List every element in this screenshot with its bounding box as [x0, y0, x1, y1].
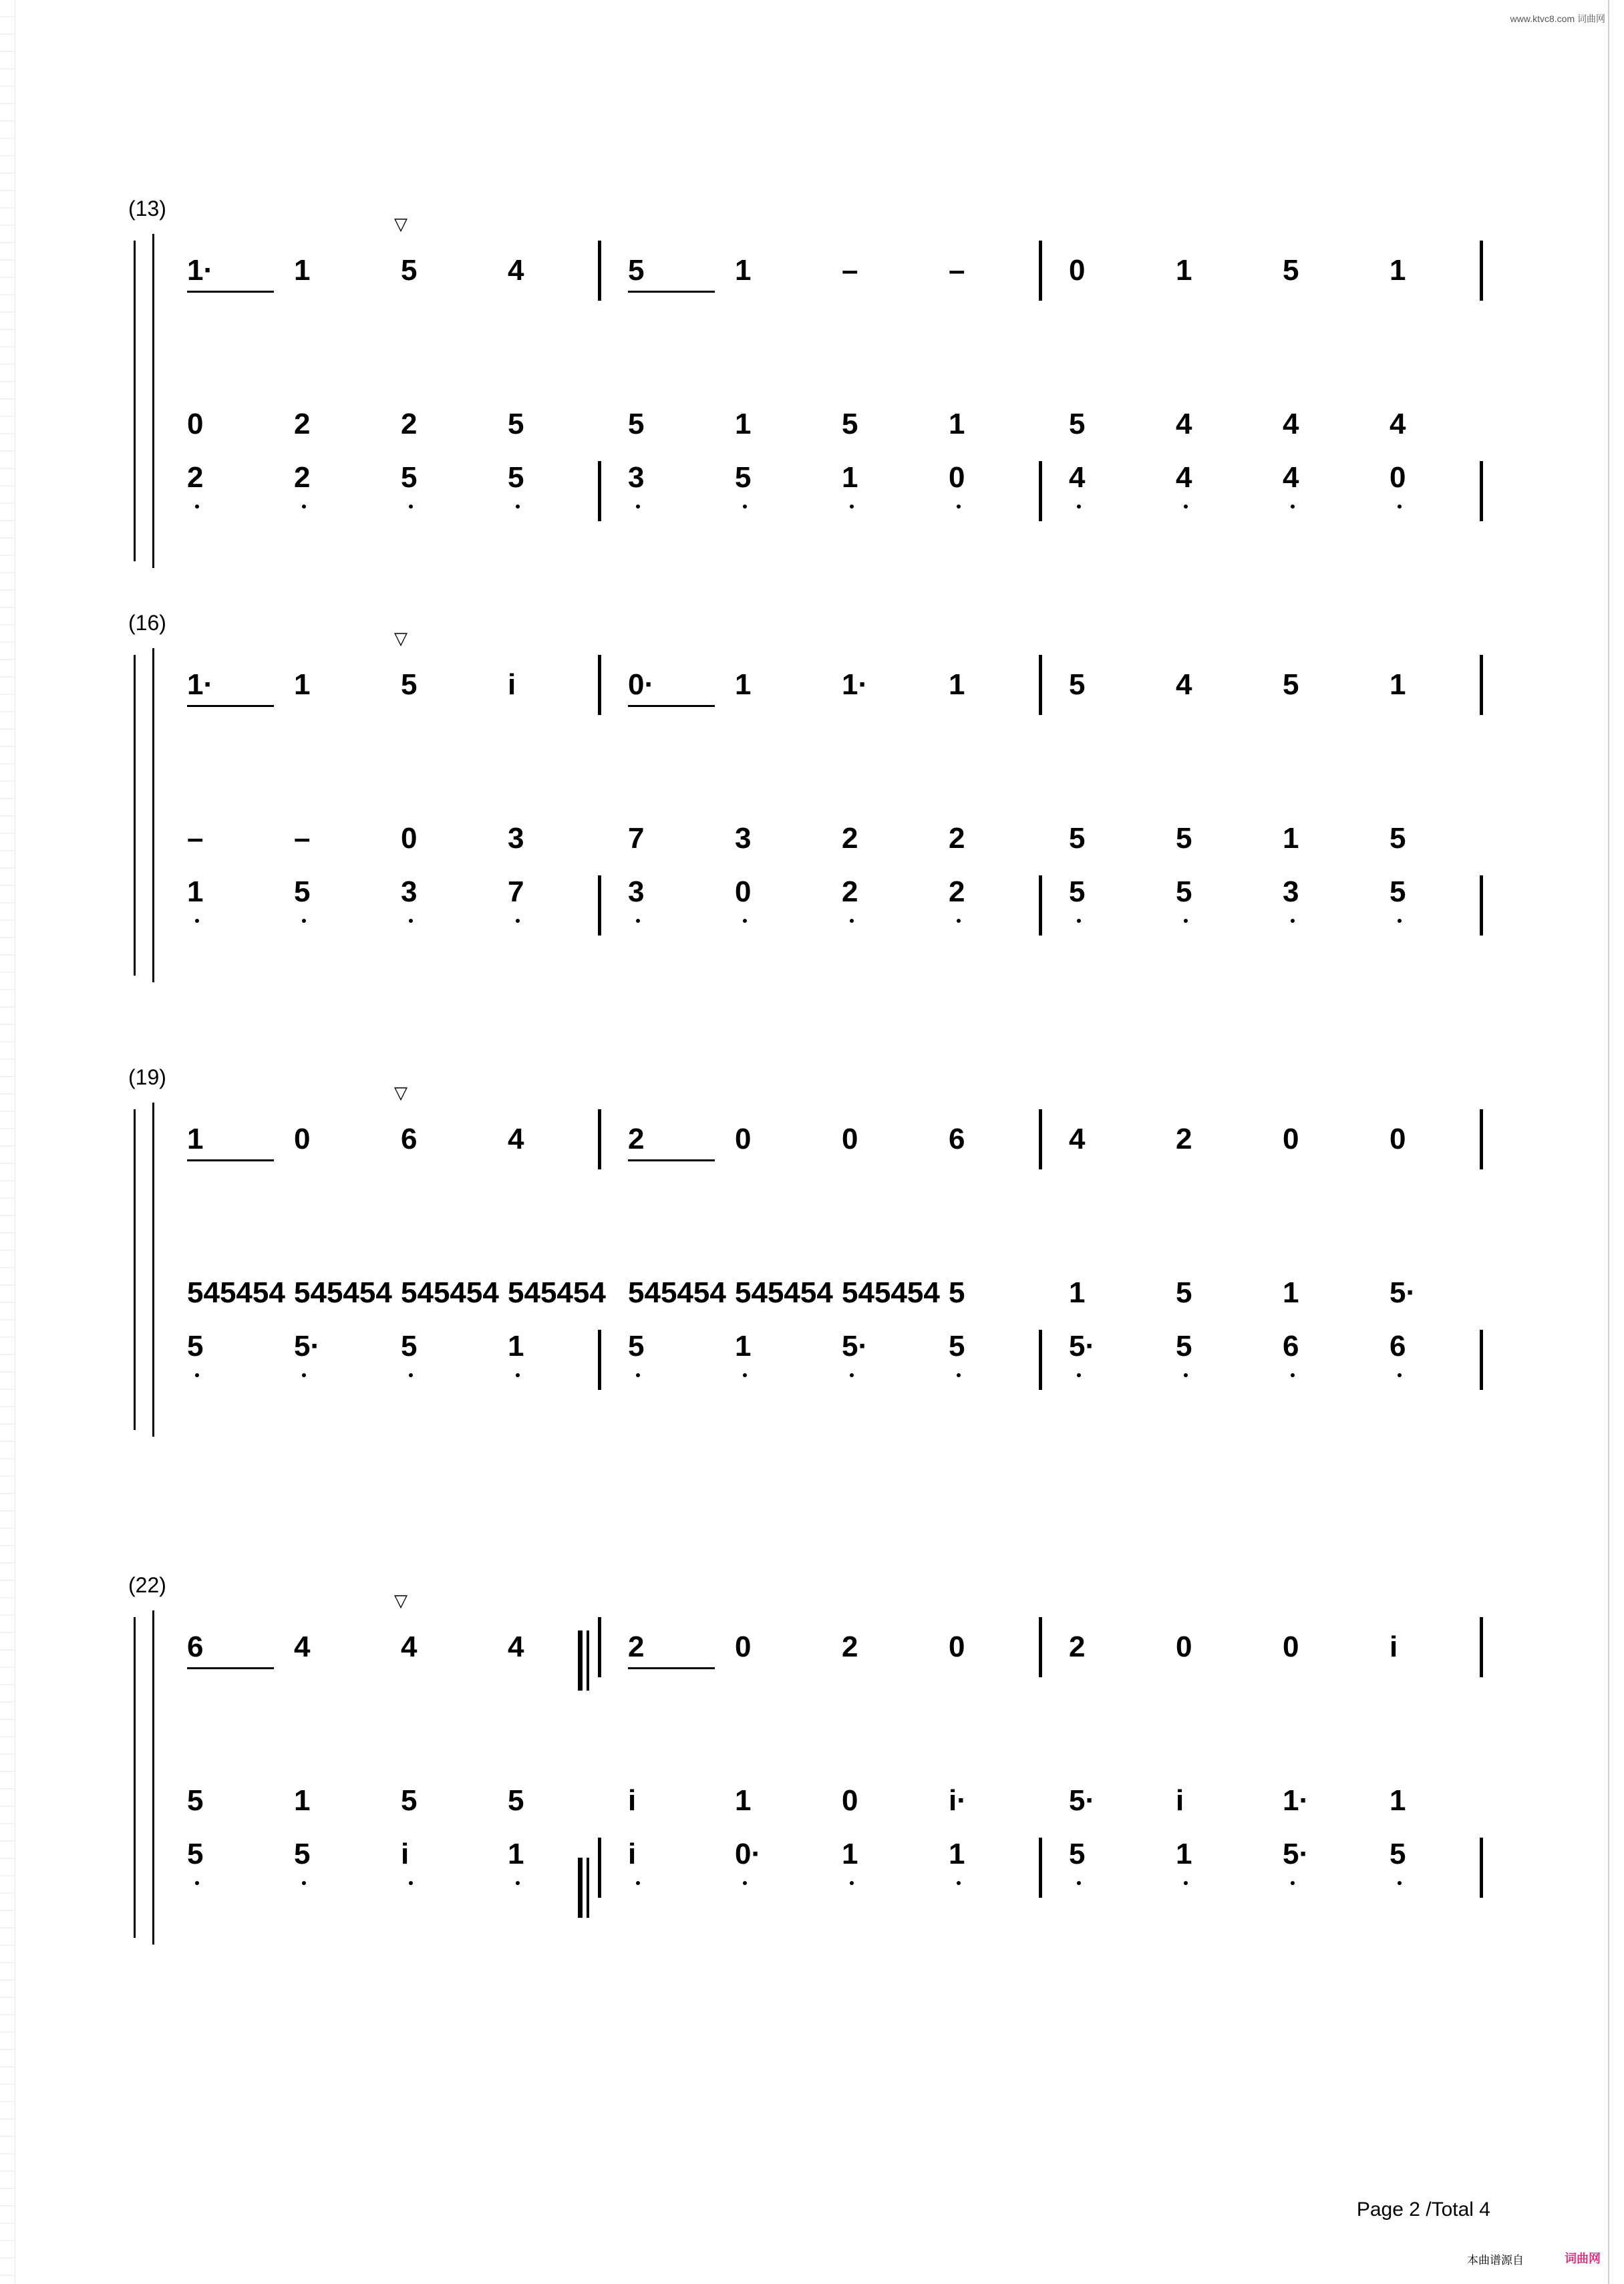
note: 4 — [1283, 408, 1299, 440]
note: 1 — [735, 1784, 752, 1817]
site-watermark: www.ktvc8.com 词曲网 — [1510, 13, 1605, 24]
note: – — [294, 822, 311, 855]
octave-dot — [1184, 1373, 1188, 1377]
octave-dot — [1398, 505, 1402, 509]
note: 4 — [401, 1630, 418, 1663]
measure-number: (16) — [128, 611, 166, 635]
octave-dot — [743, 1373, 747, 1377]
bar-line — [598, 1617, 601, 1677]
octave-dot — [409, 1373, 413, 1377]
note: 5· — [1283, 1838, 1309, 1870]
note: 5 — [508, 1784, 524, 1817]
octave-dot — [195, 1881, 199, 1885]
note: 5 — [1069, 822, 1086, 855]
note: 7 — [628, 822, 645, 855]
octave-dot — [516, 1373, 520, 1377]
octave-dot — [1184, 919, 1188, 923]
bar-line — [1480, 461, 1483, 521]
note: 5 — [1069, 875, 1086, 908]
octave-dot — [195, 1373, 199, 1377]
note: 5 — [401, 668, 418, 701]
note: 1 — [294, 1784, 311, 1817]
note: 0 — [1390, 1123, 1406, 1155]
note: 1 — [1176, 1838, 1192, 1870]
note: 5 — [401, 1330, 418, 1363]
octave-dot — [743, 919, 747, 923]
octave-dot — [1291, 505, 1295, 509]
note: 545454 — [628, 1276, 726, 1309]
note: 545454 — [508, 1276, 606, 1309]
bar-line — [1480, 241, 1483, 301]
note: 1 — [949, 1838, 965, 1870]
note: 1· — [187, 254, 214, 287]
note: 1 — [735, 408, 752, 440]
note: 1 — [1283, 822, 1299, 855]
note: i — [628, 1838, 637, 1870]
bar-line — [598, 875, 601, 936]
note: 5 — [508, 408, 524, 440]
source-note: 本曲谱源自 — [1467, 2254, 1524, 2267]
bar-line — [598, 1838, 601, 1898]
measure-number: (19) — [128, 1065, 166, 1089]
note: 5 — [1176, 1276, 1192, 1309]
bar-line — [598, 241, 601, 301]
octave-dot — [957, 1881, 961, 1885]
octave-dot — [1398, 1881, 1402, 1885]
note: 1 — [294, 668, 311, 701]
beam — [628, 291, 715, 293]
note: – — [949, 254, 965, 287]
accent-marker: ▽ — [394, 214, 408, 234]
note: 0 — [187, 408, 204, 440]
note: 1 — [735, 1330, 752, 1363]
octave-dot — [636, 1881, 640, 1885]
octave-dot — [1291, 1373, 1295, 1377]
note: i — [628, 1784, 637, 1817]
beam — [187, 291, 274, 293]
note: 3 — [401, 875, 418, 908]
note: 5 — [294, 875, 311, 908]
beam — [187, 1159, 274, 1161]
note: 5 — [401, 461, 418, 494]
octave-dot — [957, 505, 961, 509]
note: 0 — [842, 1784, 858, 1817]
note: 5· — [1069, 1784, 1096, 1817]
brace — [134, 655, 136, 976]
note: 5 — [1283, 254, 1299, 287]
accent-marker: ▽ — [394, 1590, 408, 1610]
beam — [187, 705, 274, 707]
note: 545454 — [187, 1276, 285, 1309]
note: 4 — [1176, 408, 1192, 440]
note: 5 — [1069, 1838, 1086, 1870]
bar-line — [1039, 1838, 1042, 1898]
note: 2 — [628, 1123, 645, 1155]
note: 1 — [949, 668, 965, 701]
brace — [134, 241, 136, 561]
note: 1 — [735, 254, 752, 287]
note: 5 — [187, 1784, 204, 1817]
note: 2 — [1069, 1630, 1086, 1663]
note: 2 — [949, 822, 965, 855]
note: 5 — [735, 461, 752, 494]
bar-line — [1039, 461, 1042, 521]
note: 545454 — [294, 1276, 392, 1309]
note: 0 — [735, 1630, 752, 1663]
note: 6 — [1390, 1330, 1406, 1363]
note: 5 — [1390, 1838, 1406, 1870]
octave-dot — [636, 505, 640, 509]
note: 0 — [1283, 1630, 1299, 1663]
bar-line — [1480, 1330, 1483, 1390]
note: 0 — [1069, 254, 1086, 287]
octave-dot — [850, 1373, 854, 1377]
note: 0 — [735, 875, 752, 908]
note: 3 — [628, 875, 645, 908]
octave-dot — [195, 919, 199, 923]
note: 4 — [1390, 408, 1406, 440]
accent-marker: ▽ — [394, 628, 408, 648]
octave-dot — [1077, 1373, 1081, 1377]
note: 1 — [187, 1123, 204, 1155]
bar-line — [1039, 875, 1042, 936]
note: 5· — [842, 1330, 868, 1363]
system-line — [152, 1103, 154, 1437]
bar-line — [1039, 1330, 1042, 1390]
octave-dot — [850, 919, 854, 923]
note: 1· — [1283, 1784, 1309, 1817]
note: 0 — [1176, 1630, 1192, 1663]
note: 1 — [842, 461, 858, 494]
note: – — [187, 822, 204, 855]
note: 0 — [842, 1123, 858, 1155]
note: 2 — [1176, 1123, 1192, 1155]
octave-dot — [1291, 919, 1295, 923]
note: 1 — [1390, 668, 1406, 701]
note: 1 — [842, 1838, 858, 1870]
left-margin-strip — [0, 0, 15, 2284]
page-number: Page 2 /Total 4 — [1356, 2198, 1490, 2221]
note: 1 — [1390, 254, 1406, 287]
note: 0 — [401, 822, 418, 855]
note: i — [1390, 1630, 1398, 1663]
bar-line — [1480, 875, 1483, 936]
note: 1 — [508, 1838, 524, 1870]
system-line — [152, 234, 154, 568]
octave-dot — [302, 505, 306, 509]
note: 2 — [294, 461, 311, 494]
note: 2 — [294, 408, 311, 440]
note: 2 — [842, 875, 858, 908]
note: 6 — [949, 1123, 965, 1155]
note: 5 — [628, 408, 645, 440]
octave-dot — [957, 919, 961, 923]
beam — [187, 1667, 274, 1669]
octave-dot — [1184, 1881, 1188, 1885]
bar-line — [1480, 1838, 1483, 1898]
octave-dot — [302, 919, 306, 923]
note: 5 — [1176, 1330, 1192, 1363]
brace — [134, 1617, 136, 1938]
bar-line — [598, 1330, 601, 1390]
octave-dot — [1398, 1373, 1402, 1377]
octave-dot — [1077, 919, 1081, 923]
note: 5 — [187, 1838, 204, 1870]
measure-number: (22) — [128, 1573, 166, 1597]
note: 5 — [628, 1330, 645, 1363]
octave-dot — [195, 505, 199, 509]
note: 4 — [1176, 461, 1192, 494]
octave-dot — [516, 1881, 520, 1885]
note: 1 — [187, 875, 204, 908]
note: 5 — [294, 1838, 311, 1870]
note: i· — [949, 1784, 967, 1817]
note: 2 — [842, 1630, 858, 1663]
note: 0 — [1390, 461, 1406, 494]
note: 3 — [1283, 875, 1299, 908]
note: 6 — [1283, 1330, 1299, 1363]
note: 6 — [187, 1630, 204, 1663]
octave-dot — [850, 505, 854, 509]
note: 2 — [187, 461, 204, 494]
bar-line — [1039, 1617, 1042, 1677]
note: 4 — [1069, 1123, 1086, 1155]
octave-dot — [409, 1881, 413, 1885]
bar-line — [598, 1109, 601, 1169]
note: 5· — [1390, 1276, 1416, 1309]
note: 0· — [735, 1838, 762, 1870]
note: 4 — [1176, 668, 1192, 701]
note: 6 — [401, 1123, 418, 1155]
note: 3 — [628, 461, 645, 494]
note: 5 — [187, 1330, 204, 1363]
note: 0 — [1283, 1123, 1299, 1155]
note: 5 — [401, 254, 418, 287]
octave-dot — [957, 1373, 961, 1377]
note: 5· — [294, 1330, 321, 1363]
note: 5 — [508, 461, 524, 494]
octave-dot — [743, 505, 747, 509]
bar-line — [598, 655, 601, 715]
note: 4 — [508, 1630, 524, 1663]
brace — [134, 1109, 136, 1430]
octave-dot — [1398, 919, 1402, 923]
note: 5 — [401, 1784, 418, 1817]
bar-line — [598, 461, 601, 521]
note: 1 — [735, 668, 752, 701]
bar-line — [1039, 1109, 1042, 1169]
note: 2 — [949, 875, 965, 908]
note: 7 — [508, 875, 524, 908]
accent-marker: ▽ — [394, 1083, 408, 1103]
note: 0 — [735, 1123, 752, 1155]
note: 1· — [842, 668, 868, 701]
note: 545454 — [842, 1276, 940, 1309]
system-line — [152, 648, 154, 982]
repeat-bar — [587, 1858, 589, 1918]
note: 5 — [1069, 668, 1086, 701]
note: 3 — [735, 822, 752, 855]
note: 0 — [949, 1630, 965, 1663]
note: 3 — [508, 822, 524, 855]
octave-dot — [1077, 505, 1081, 509]
measure-number: (13) — [128, 196, 166, 221]
note: 545454 — [401, 1276, 499, 1309]
repeat-bar — [578, 1630, 583, 1691]
bar-line — [1039, 655, 1042, 715]
site-logo: 词曲网 — [1565, 2252, 1601, 2265]
note: 4 — [294, 1630, 311, 1663]
right-margin-strip — [1608, 0, 1624, 2284]
note: 5· — [1069, 1330, 1096, 1363]
octave-dot — [1077, 1881, 1081, 1885]
beam — [628, 705, 715, 707]
note: 1 — [1069, 1276, 1086, 1309]
octave-dot — [1184, 505, 1188, 509]
octave-dot — [409, 919, 413, 923]
note: 5 — [842, 408, 858, 440]
octave-dot — [1291, 1881, 1295, 1885]
note: 2 — [628, 1630, 645, 1663]
note: 4 — [508, 254, 524, 287]
note: 5 — [1176, 875, 1192, 908]
beam — [628, 1667, 715, 1669]
system-line — [152, 1610, 154, 1945]
note: 4 — [1069, 461, 1086, 494]
note: 5 — [1176, 822, 1192, 855]
repeat-bar — [578, 1858, 583, 1918]
octave-dot — [302, 1373, 306, 1377]
bar-line — [1480, 1109, 1483, 1169]
octave-dot — [516, 505, 520, 509]
octave-dot — [516, 919, 520, 923]
note: 1 — [949, 408, 965, 440]
note: i — [401, 1838, 410, 1870]
note: 2 — [401, 408, 418, 440]
note: – — [842, 254, 858, 287]
note: 5 — [1283, 668, 1299, 701]
note: 0· — [628, 668, 655, 701]
note: 1 — [1390, 1784, 1406, 1817]
beam — [628, 1159, 715, 1161]
octave-dot — [850, 1881, 854, 1885]
note: 5 — [949, 1276, 965, 1309]
note: 5 — [628, 254, 645, 287]
note: i — [508, 668, 516, 701]
octave-dot — [743, 1881, 747, 1885]
note: 4 — [1283, 461, 1299, 494]
octave-dot — [636, 919, 640, 923]
note: 0 — [294, 1123, 311, 1155]
note: 5 — [1069, 408, 1086, 440]
note: 4 — [508, 1123, 524, 1155]
note: 5 — [1390, 875, 1406, 908]
octave-dot — [409, 505, 413, 509]
note: 2 — [842, 822, 858, 855]
note: 5 — [1390, 822, 1406, 855]
bar-line — [1039, 241, 1042, 301]
note: 545454 — [735, 1276, 833, 1309]
note: 1 — [294, 254, 311, 287]
note: 1· — [187, 668, 214, 701]
note: 1 — [508, 1330, 524, 1363]
note: i — [1176, 1784, 1184, 1817]
note: 5 — [949, 1330, 965, 1363]
octave-dot — [636, 1373, 640, 1377]
repeat-bar — [587, 1630, 589, 1691]
note: 0 — [949, 461, 965, 494]
octave-dot — [302, 1881, 306, 1885]
bar-line — [1480, 655, 1483, 715]
note: 1 — [1176, 254, 1192, 287]
bar-line — [1480, 1617, 1483, 1677]
note: 1 — [1283, 1276, 1299, 1309]
